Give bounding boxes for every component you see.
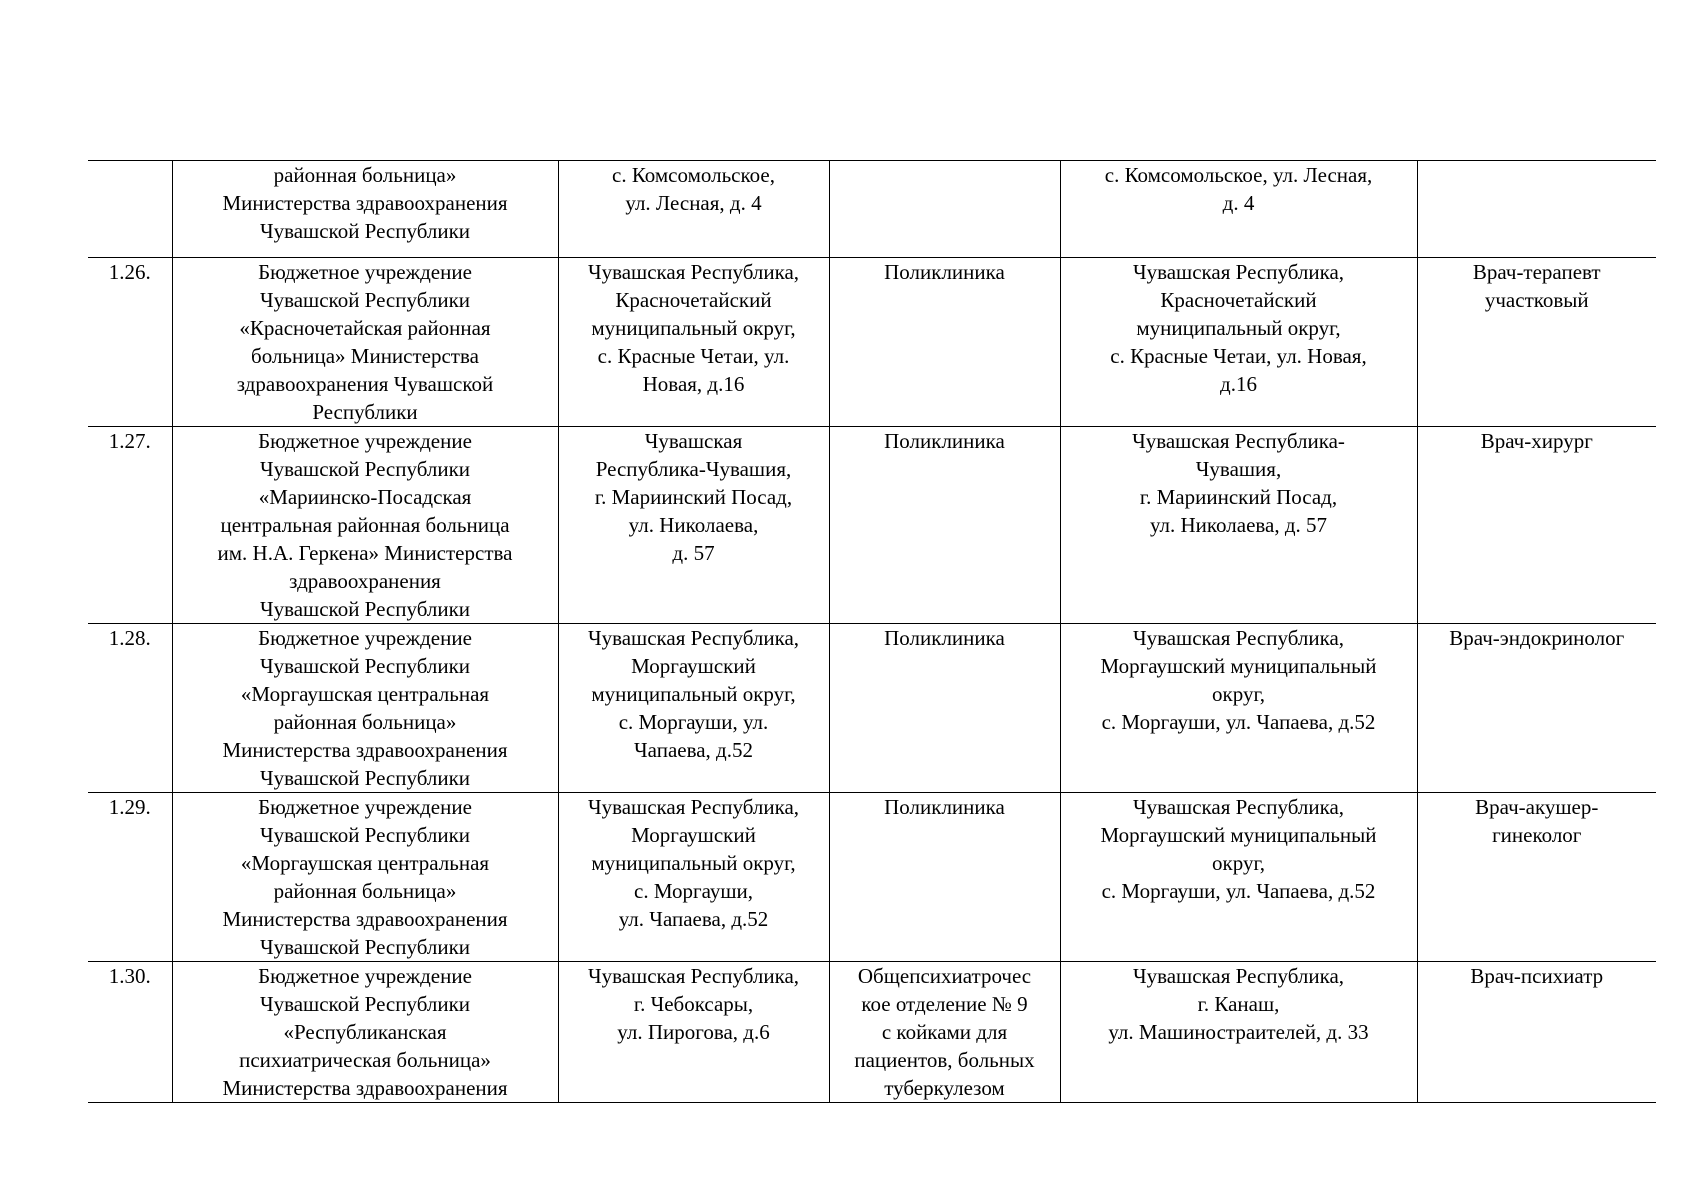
row-number: 1.26.: [88, 258, 172, 427]
row-number: 1.30.: [88, 962, 172, 1103]
position-name: [1417, 161, 1656, 258]
table-row: [88, 161, 1656, 258]
division-name: Поликлиника: [829, 624, 1060, 793]
division-name: Общепсихиатрочес кое отделение № 9 с койками для пациентов, больных туберкулезом: [829, 962, 1060, 1103]
organization-name: Бюджетное учреждение Чувашской Республики «Моргаушская центральная районная больница» Министерства здравоохранения Чувашской Республики: [172, 624, 558, 793]
organization-name: районная больница» Министерства здравоохранения Чувашской Республики: [172, 161, 558, 258]
row-number: 1.27.: [88, 427, 172, 624]
row-number: [88, 161, 172, 258]
legal-address: Чувашская Республика, Моргаушский муниципальный округ, с. Моргауши, ул. Чапаева, д.52: [558, 793, 829, 962]
position-name: Врач-психиатр: [1417, 962, 1656, 1103]
row-number: 1.28.: [88, 624, 172, 793]
position-name: Врач-акушер- гинеколог: [1417, 793, 1656, 962]
legal-address: Чувашская Республика-Чувашия, г. Мариинский Посад, ул. Николаева, д. 57: [558, 427, 829, 624]
location-address: Чувашская Республика, г. Канаш, ул. Машиностраителей, д. 33: [1060, 962, 1417, 1103]
organization-name: Бюджетное учреждение Чувашской Республики «Мариинско-Посадская центральная районная больница им. Н.А. Геркена» Министерства здравоохранения Чувашской Республики: [172, 427, 558, 624]
location-address: Чувашская Республика, Красночетайский муниципальный округ, с. Красные Четаи, ул. Новая, д.16: [1060, 258, 1417, 427]
location-address: Чувашская Республика, Моргаушский муниципальный округ, с. Моргауши, ул. Чапаева, д.52: [1060, 624, 1417, 793]
institutions-table: [88, 160, 1656, 1103]
table-row: [88, 793, 1656, 962]
position-name: Врач-эндокринолог: [1417, 624, 1656, 793]
position-name: Врач-хирург: [1417, 427, 1656, 624]
legal-address: с. Комсомольское, ул. Лесная, д. 4: [558, 161, 829, 258]
legal-address: Чувашская Республика, Красночетайский муниципальный округ, с. Красные Четаи, ул. Новая, д.16: [558, 258, 829, 427]
table-row: [88, 258, 1656, 427]
table-row: [88, 624, 1656, 793]
table-row: [88, 427, 1656, 624]
legal-address: Чувашская Республика, г. Чебоксары, ул. Пирогова, д.6: [558, 962, 829, 1103]
organization-name: Бюджетное учреждение Чувашской Республики «Республиканская психиатрическая больница» Министерства здравоохранения: [172, 962, 558, 1103]
location-address: Чувашская Республика- Чувашия, г. Мариинский Посад, ул. Николаева, д. 57: [1060, 427, 1417, 624]
division-name: [829, 161, 1060, 258]
organization-name: Бюджетное учреждение Чувашской Республики «Красночетайская районная больница» Министерства здравоохранения Чувашской Республики: [172, 258, 558, 427]
row-number: 1.29.: [88, 793, 172, 962]
division-name: Поликлиника: [829, 793, 1060, 962]
division-name: Поликлиника: [829, 258, 1060, 427]
location-address: с. Комсомольское, ул. Лесная, д. 4: [1060, 161, 1417, 258]
division-name: Поликлиника: [829, 427, 1060, 624]
organization-name: Бюджетное учреждение Чувашской Республики «Моргаушская центральная районная больница» Министерства здравоохранения Чувашской Республики: [172, 793, 558, 962]
location-address: Чувашская Республика, Моргаушский муниципальный округ, с. Моргауши, ул. Чапаева, д.52: [1060, 793, 1417, 962]
table-row: [88, 962, 1656, 1103]
legal-address: Чувашская Республика, Моргаушский муниципальный округ, с. Моргауши, ул. Чапаева, д.52: [558, 624, 829, 793]
position-name: Врач-терапевт участковый: [1417, 258, 1656, 427]
